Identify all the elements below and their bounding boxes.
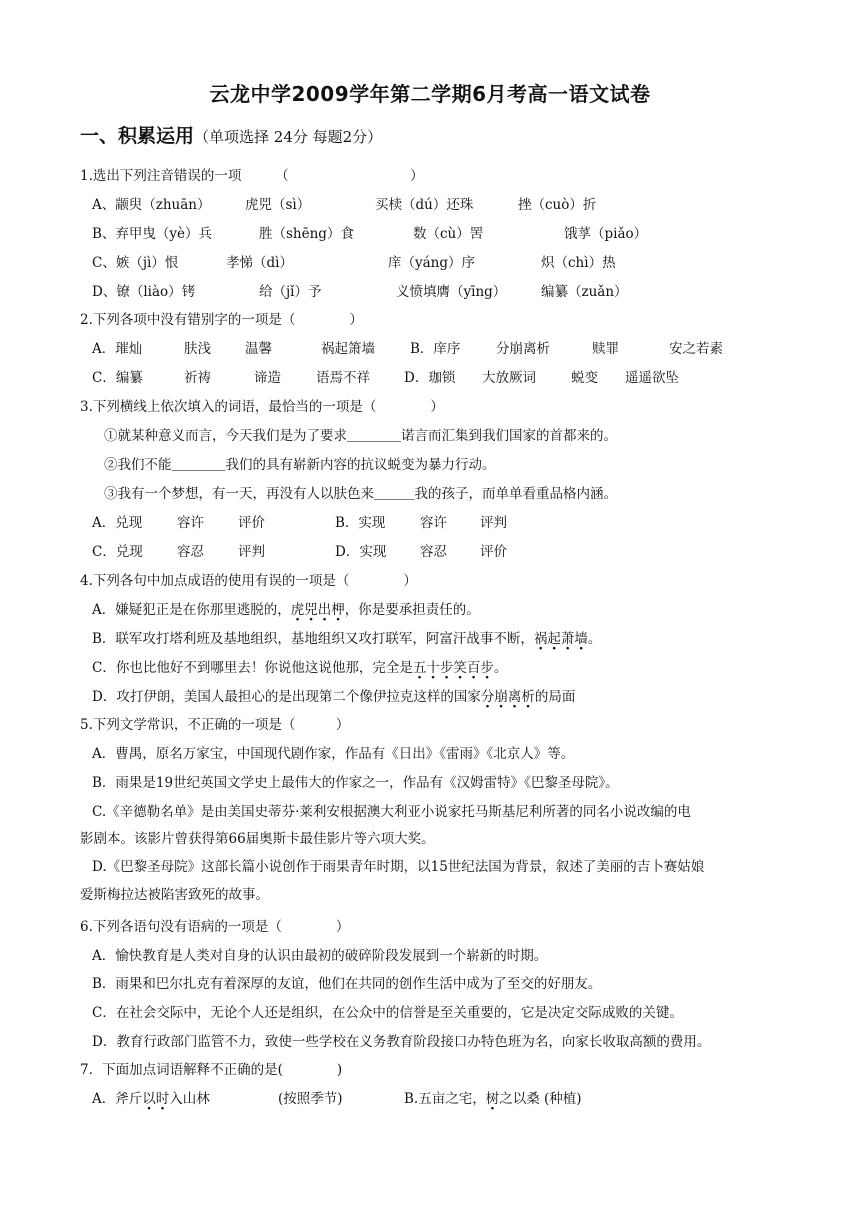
emphasis-dot-char: 离 xyxy=(507,689,522,705)
q7-option-text: 入山林 xyxy=(169,1091,210,1107)
q2-option: D．珈锁 xyxy=(404,370,456,386)
q1-option: 买椟（dú）还珠 xyxy=(375,197,474,213)
emphasis-dot-char: 虎 xyxy=(290,602,305,618)
q2-option: 赎罪 xyxy=(592,341,619,357)
q2-option: B．庠序 xyxy=(410,341,461,357)
emphasis-dot-char: 祸 xyxy=(533,631,548,647)
q5-option-a: A．曹禺，原名万家宝，中国现代剧作家，作品有《日出》《雷雨》《北京人》等。 xyxy=(92,746,575,762)
question-1-stem: 1.选出下列注音错误的一项 （ ） xyxy=(80,168,424,184)
q2-option: 温馨 xyxy=(245,341,272,357)
emphasis-dot-char: 兕 xyxy=(304,602,318,618)
q1-option: 炽（chì）热 xyxy=(541,255,616,271)
q3-sentence: ③我有一个梦想，有一天，再没有人以肤色来＿＿＿我的孩子，而单单看重品格内涵。 xyxy=(104,486,617,502)
question-2-stem: 2.下列各项中没有错别字的一项是（ ） xyxy=(80,312,363,328)
question-6-stem: 6.下列各语句没有语病的一项是（ ） xyxy=(80,919,350,935)
q4-option-text: 的局面 xyxy=(534,689,576,705)
q7-option-text: 之以桑 (种植) xyxy=(499,1091,582,1107)
question-7-stem: 7．下面加点词语解释不正确的是( ) xyxy=(80,1062,343,1078)
q4-dotted-idiom xyxy=(413,660,494,676)
q2-option: C．编纂 xyxy=(92,370,143,386)
q3-option: 评判 xyxy=(480,515,507,531)
q3-option: 评判 xyxy=(238,544,265,560)
q2-option: 谛造 xyxy=(254,370,281,386)
exam-title: 云龙中学2009学年第二学期6月考高一语文试卷 xyxy=(209,82,651,106)
emphasis-dot-char: 百 xyxy=(466,660,481,676)
q3-option: 容许 xyxy=(420,515,447,531)
q4-option-text: D．攻打伊朗，美国人最担心的是出现第二个像伊拉克这样的国家 xyxy=(92,689,481,705)
emphasis-dot-char: 分 xyxy=(480,689,495,705)
emphasis-dot-char: 柙 xyxy=(331,602,345,618)
emphasis-dot-char: 五 xyxy=(412,660,427,676)
q4-dotted-idiom xyxy=(481,689,535,705)
q4-dotted-idiom xyxy=(534,631,588,647)
q4-option-b xyxy=(92,630,601,648)
q1-option: B、弃甲曳（yè）兵 xyxy=(92,226,213,242)
q1-option: 虎兕（sì） xyxy=(245,197,311,213)
q7-option-text: A．斧斤 xyxy=(92,1091,143,1107)
q3-option: A．兑现 xyxy=(92,515,143,531)
q3-option: 评价 xyxy=(238,515,265,531)
q4-option-text: 。 xyxy=(493,660,508,676)
q1-option: 胜（shēng）食 xyxy=(259,226,354,242)
q1-option: 饿莩（piǎo） xyxy=(564,226,648,242)
q4-option-text: A．嫌疑犯正是在你那里逃脱的， xyxy=(92,602,291,618)
section-title: 一、积累运用 xyxy=(80,125,195,147)
emphasis-dot-char: 步 xyxy=(439,660,454,676)
emphasis-dot-char: 笑 xyxy=(453,660,467,676)
emphasis-dot-char: 步 xyxy=(480,660,494,676)
q4-option-c xyxy=(92,659,507,677)
emphasis-dot-char: 析 xyxy=(521,689,535,705)
emphasis-dot-char: 出 xyxy=(317,602,332,618)
q2-option: 大放厥词 xyxy=(482,370,536,386)
q7-option-b xyxy=(404,1090,582,1108)
q5-option-d: D.《巴黎圣母院》这部长篇小说创作于雨果青年时期，以15世纪法国为背景，叙述了美丽的吉卜赛姑娘 xyxy=(92,859,705,875)
question-3-stem: 3.下列横线上依次填入的词语，最恰当的一项是（ ） xyxy=(80,399,444,415)
q7-option-a-gloss: (按照季节) xyxy=(278,1091,343,1107)
emphasis-dot-char: 墙 xyxy=(574,631,588,647)
question-5-stem: 5.下列文学常识，不正确的一项是（ ） xyxy=(80,717,350,733)
q7-option-a xyxy=(92,1090,210,1108)
q6-option-d: D．教育行政部门监管不力，致使一些学校在义务教育阶段接口办特色班为名，向家长收取高额的费用。 xyxy=(92,1034,711,1050)
emphasis-dot-char: 崩 xyxy=(494,689,508,705)
question-4-stem: 4.下列各句中加点成语的使用有误的一项是（ ） xyxy=(80,573,417,589)
q1-option: 义愤填膺（yīng） xyxy=(396,284,507,300)
q3-option: D．实现 xyxy=(335,544,387,560)
q2-option: A．璀灿 xyxy=(92,341,143,357)
q1-option: 给（jǐ）予 xyxy=(259,284,322,300)
q2-option: 蜕变 xyxy=(571,370,598,386)
q1-option: 挫（cuò）折 xyxy=(518,197,597,213)
emphasis-dot-char: 萧 xyxy=(560,631,575,647)
q6-option-a: A．愉快教育是人类对自身的认识由最初的破碎阶段发展到一个崭新的时期。 xyxy=(92,948,548,964)
emphasis-dot-char: 树 xyxy=(485,1091,500,1107)
q1-option: A、颛臾（zhuān） xyxy=(92,197,211,213)
q7-option-text: B.五亩之宅， xyxy=(404,1091,486,1107)
q1-option: 编纂（zuǎn） xyxy=(541,284,628,300)
q3-sentence: ②我们不能＿＿＿＿我们的具有崭新内容的抗议蜕变为暴力行动。 xyxy=(104,457,496,473)
q5-option-b: B．雨果是19世纪英国文学史上最伟大的作家之一，作品有《汉姆雷特》《巴黎圣母院》。 xyxy=(92,775,619,791)
q3-option: C．兑现 xyxy=(92,544,143,560)
q1-option: D、镣（liào）铐 xyxy=(92,284,196,300)
emphasis-dot-char: 十 xyxy=(426,660,440,676)
q2-option: 肤浅 xyxy=(184,341,211,357)
emphasis-dot-char: 时 xyxy=(155,1091,170,1107)
section-heading xyxy=(80,121,382,148)
q4-option-text: 。 xyxy=(587,631,602,647)
q3-option: 容许 xyxy=(177,515,204,531)
q2-option: 语焉不祥 xyxy=(316,370,370,386)
q5-option-c-cont: 影剧本。该影片曾获得第66届奥斯卡最佳影片等六项大奖。 xyxy=(80,831,435,847)
q4-option-text: B．联军攻打塔利班及基地组织，基地组织又攻打联军，阿富汗战事不断， xyxy=(92,631,534,647)
q1-option: 孝悌（dì） xyxy=(226,255,293,271)
q6-option-c: C．在社会交际中，无论个人还是组织，在公众中的信誉是至关重要的，它是决定交际成败的关键。 xyxy=(92,1005,683,1021)
q3-option: B．实现 xyxy=(335,515,386,531)
emphasis-dot-char: 以 xyxy=(142,1091,156,1107)
q7-dotted-word xyxy=(486,1091,500,1107)
q4-option-d xyxy=(92,688,575,706)
q1-option: 庠（yáng）序 xyxy=(388,255,476,271)
q1-option: C、嫉（jì）恨 xyxy=(92,255,179,271)
q3-option: 评价 xyxy=(480,544,507,560)
emphasis-dot-char: 起 xyxy=(547,631,561,647)
q1-option: 数（cù）罟 xyxy=(413,226,484,242)
q7-dotted-word xyxy=(142,1091,169,1107)
q6-option-b: B．雨果和巴尔扎克有着深厚的友谊，他们在共同的创作生活中成为了至交的好朋友。 xyxy=(92,976,602,992)
q2-option: 遥遥欲坠 xyxy=(625,370,679,386)
q3-option: 容忍 xyxy=(420,544,447,560)
q4-option-text: ，你是要承担责任的。 xyxy=(344,602,480,618)
q5-option-d-cont: 爱斯梅拉达被陷害致死的故事。 xyxy=(80,887,269,903)
q3-option: 容忍 xyxy=(177,544,204,560)
q3-sentence: ①就某种意义而言，今天我们是为了要求＿＿＿＿诺言而汇集到我们国家的首都来的。 xyxy=(104,428,617,444)
q2-option: 安之若素 xyxy=(669,341,723,357)
q2-option: 祈祷 xyxy=(184,370,211,386)
q4-option-a xyxy=(92,601,480,619)
q4-option-text: C．你也比他好不到哪里去！你说他这说他那，完全是 xyxy=(92,660,413,676)
q5-option-c: C.《辛德勒名单》是由美国史蒂芬·莱利安根据澳大利亚小说家托马斯基尼利所著的同名小说改编的电 xyxy=(92,804,691,820)
q4-dotted-idiom xyxy=(291,602,345,618)
section-note: （单项选择 24分 每题2分） xyxy=(194,128,383,146)
q2-option: 祸起箫墙 xyxy=(321,341,375,357)
q2-option: 分崩离析 xyxy=(496,341,550,357)
